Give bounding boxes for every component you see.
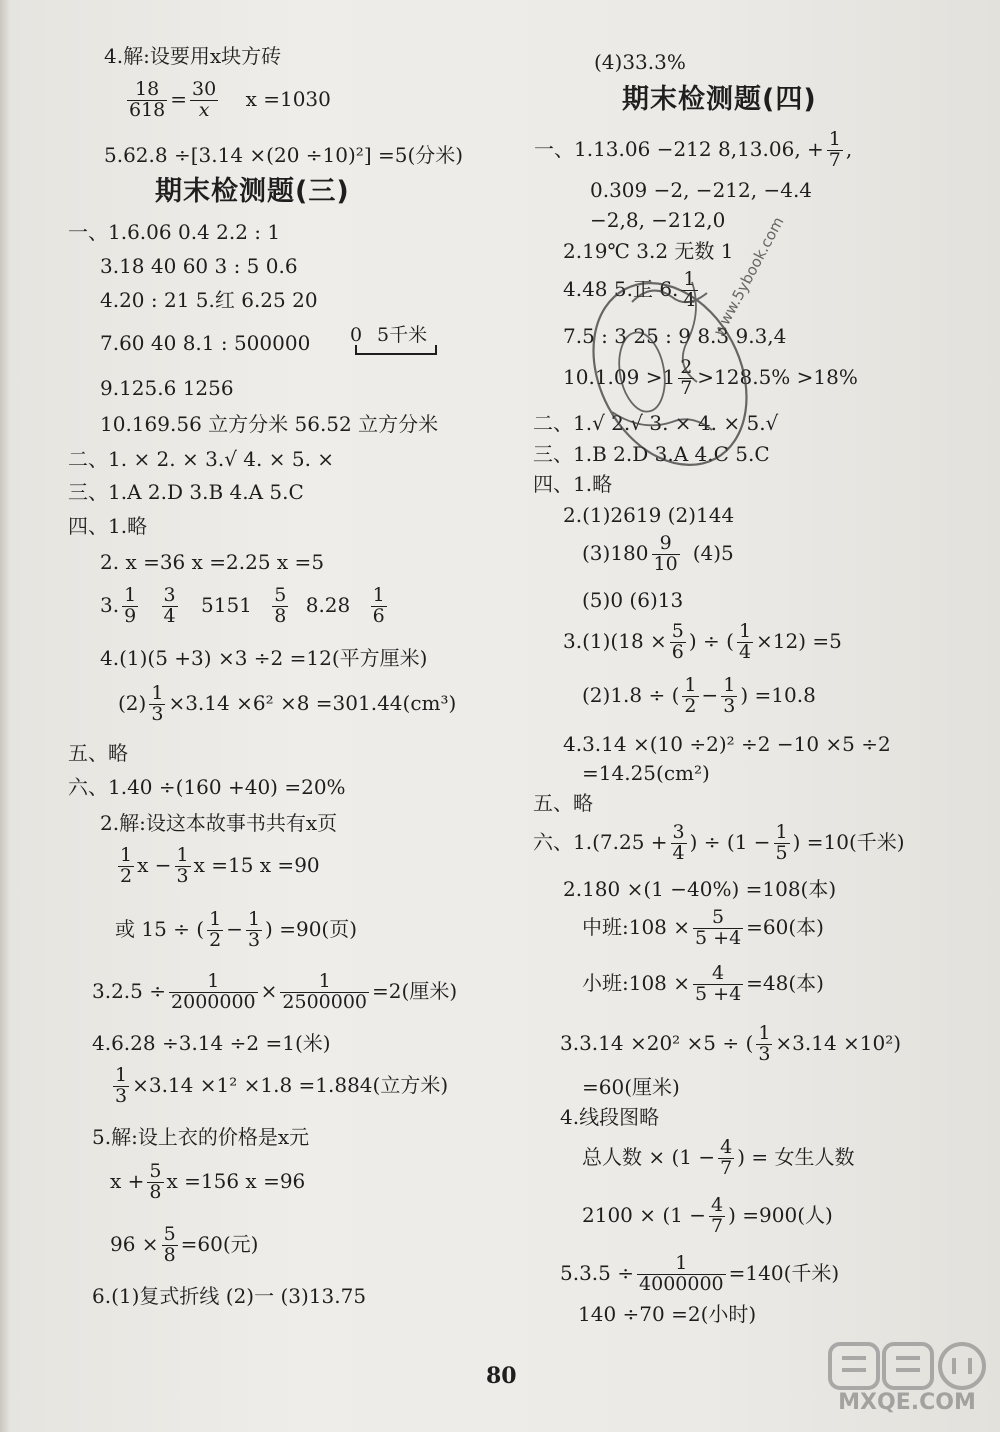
fraction: $\frac{1}{4}$: [738, 620, 752, 663]
fraction: $\frac{1}{2000000}$: [171, 970, 256, 1013]
right-part4-line8: =14.25(cm²): [582, 761, 710, 785]
fraction: $\frac{1}{3}$: [723, 674, 736, 717]
left-part6-line6: 4.6.28 ÷3.14 ÷2 =1(米): [92, 1031, 331, 1055]
left-part6-line5: 3.2.5 ÷ $\frac{1}{2000000}$ × $\frac{1}{2500000}$ =2(厘米): [92, 970, 458, 1013]
left-part5: 五、略: [68, 741, 128, 765]
left-q4-equation: $\frac{18}{618}$ = $\frac{30}{x}$ x =1030: [129, 78, 331, 121]
fraction: $\frac{5}{8}$: [163, 1223, 176, 1266]
left-part4-line5: (2) $\frac{1}{3}$ ×3.14 ×6² ×8 =301.44(cm³): [118, 682, 457, 725]
fraction: $\frac{1}{2}$: [209, 908, 222, 951]
right-part2-answers: 二、1.√ 2.√ 3. × 4. × 5.√: [533, 411, 779, 435]
right-part6-line5: 3.3.14 ×20² ×5 ÷ ( $\frac{1}{3}$ ×3.14 ×10²): [560, 1022, 902, 1065]
right-part4-line7: 4.3.14 ×(10 ÷2)² ÷2 −10 ×5 ÷2: [563, 732, 891, 756]
right-part4-line6: (2)1.8 ÷ ( $\frac{1}{2}$ − $\frac{1}{3}$ ) =10.8: [582, 674, 816, 717]
left-part6-line2: 2.解:设这本故事书共有x页: [100, 811, 338, 835]
right-part6-line2: 2.180 ×(1 −40%) =108(本): [563, 877, 837, 901]
right-part4-line1: 四、1.略: [533, 472, 613, 496]
right-part6-line9: 2100 × (1 − $\frac{4}{7}$ ) =900(人): [582, 1194, 833, 1237]
left-part4-line1: 四、1.略: [68, 514, 148, 538]
fraction: $\frac{30}{x}$: [192, 78, 217, 121]
page-number: 80: [486, 1363, 517, 1389]
fraction: $\frac{1}{6}$: [372, 584, 385, 627]
left-part6-line7: $\frac{1}{3}$ ×3.14 ×1² ×1.8 =1.884(立方米): [115, 1064, 449, 1107]
fraction: $\frac{4}{5 +4}$: [695, 962, 742, 1005]
right-part4-line3: (3)180 $\frac{9}{10}$ (4)5: [582, 532, 734, 575]
fraction: $\frac{1}{3}$: [758, 1022, 771, 1065]
right-part1-line2: 0.309 −2, −212, −4.4: [590, 178, 813, 202]
right-part1-line1: 一、1.13.06 −212 8,13.06, + $\frac{1}{7}$ ,: [534, 128, 853, 171]
right-part4-line4: (5)0 (6)13: [582, 588, 684, 612]
left-part6-line9: x + $\frac{5}{8}$ x =156 x =96: [110, 1160, 306, 1203]
left-q4-heading: 4.解:设要用x块方砖: [104, 44, 282, 68]
left-part1-line2: 3.18 40 60 3 : 5 0.6: [100, 254, 298, 278]
fraction: $\frac{5}{5 +4}$: [695, 906, 742, 949]
right-part6-line11: 140 ÷70 =2(小时): [578, 1302, 757, 1326]
left-part1-line6: 10.169.56 立方分米 56.52 立方分米: [100, 412, 439, 436]
right-part1-line4: 2.19℃ 3.2 无数 1: [563, 239, 734, 263]
left-part1-line1: 一、1.6.06 0.4 2.2 : 1: [68, 220, 281, 244]
fraction: $\frac{1}{2}$: [684, 674, 697, 717]
fraction: $\frac{3}{4}$: [672, 821, 685, 864]
left-part6-line1: 六、1.40 ÷(160 +40) =20%: [68, 775, 346, 799]
right-carryover-answer: (4)33.3%: [594, 50, 686, 74]
left-part3-answers: 三、1.A 2.D 3.B 4.A 5.C: [68, 480, 304, 504]
fraction: $\frac{4}{7}$: [720, 1136, 733, 1179]
section-title-exam-4: 期末检测题(四): [622, 84, 817, 115]
fraction: $\frac{1}{9}$: [124, 584, 137, 627]
right-part1-line6: 7.5 : 3 25 : 9 8.3 9.3,4: [563, 324, 787, 348]
svg-text:www.5ybook.com: www.5ybook.com: [709, 213, 788, 339]
watermark-text: MXQE.COM: [838, 1390, 976, 1415]
left-part1-line4: 7.60 40 8.1 : 500000: [100, 331, 311, 355]
right-part3-answers: 三、1.B 2.D 3.A 4.C 5.C: [533, 442, 770, 466]
fraction: $\frac{1}{7}$: [828, 128, 841, 171]
fraction: $\frac{5}{8}$: [149, 1160, 162, 1203]
right-part6-line10: 5.3.5 ÷ $\frac{1}{4000000}$ =140(千米): [560, 1252, 840, 1295]
right-part6-line7: 4.线段图略: [560, 1105, 660, 1129]
fraction: $\frac{1}{4000000}$: [639, 1252, 724, 1295]
right-part4-line5: 3.(1)(18 × $\frac{5}{6}$ ) ÷ ( $\frac{1}{4}$ ×12) =5: [563, 620, 842, 663]
right-part6-line6: =60(厘米): [582, 1075, 680, 1099]
watermark-logo: [822, 1338, 992, 1426]
fraction: $\frac{18}{618}$: [129, 78, 166, 121]
left-part2-answers: 二、1. × 2. × 3.√ 4. × 5. ×: [68, 447, 335, 471]
fraction: $\frac{1}{2500000}$: [282, 970, 368, 1013]
fraction: $\frac{1}{5}$: [775, 821, 788, 864]
left-part4-line2: 2. x =36 x =2.25 x =5: [100, 550, 325, 574]
fraction: $\frac{1}{3}$: [247, 908, 261, 951]
left-part6-line3: $\frac{1}{2}$ x − $\frac{1}{3}$ x =15 x =90: [120, 844, 320, 887]
fraction: $\frac{5}{6}$: [671, 620, 684, 663]
fraction: $\frac{1}{4}$: [683, 268, 696, 311]
left-part4-line4: 4.(1)(5 +3) ×3 ÷2 =12(平方厘米): [100, 646, 428, 670]
fraction: $\frac{1}{2}$: [120, 844, 133, 887]
right-part1-line7: 10.1.09 >1 $\frac{2}{7}$ >128.5% >18%: [563, 356, 858, 399]
left-part6-line11: 6.(1)复式折线 (2)一 (3)13.75: [92, 1284, 367, 1308]
right-part4-line2: 2.(1)2619 (2)144: [563, 503, 735, 527]
left-part6-line4: 或 15 ÷ ( $\frac{1}{2}$ − $\frac{1}{3}$ ) =90(页): [115, 908, 358, 951]
scale-zero-label: 0: [350, 324, 363, 346]
section-title-exam-3: 期末检测题(三): [155, 176, 350, 207]
left-part4-line3: 3. $\frac{1}{9}$ $\frac{3}{4}$ 5151 $\frac{5}{8}$ 8.28 $\frac{1}{6}$: [100, 584, 385, 627]
left-part6-line8: 5.解:设上衣的价格是x元: [92, 1125, 310, 1149]
scale-5km-label: 5千米: [377, 324, 428, 346]
fraction: $\frac{2}{7}$: [680, 356, 693, 399]
right-part6-line3: 中班:108 × $\frac{5}{5 +4}$ =60(本): [582, 906, 824, 949]
right-part1-line5: 4.48 5.正 6. $\frac{1}{4}$: [563, 268, 696, 311]
left-part1-line3: 4.20 : 21 5.红 6.25 20: [100, 288, 318, 312]
left-q5-answer: 5.62.8 ÷[3.14 ×(20 ÷10)²] =5(分米): [104, 143, 464, 167]
fraction: $\frac{3}{4}$: [163, 584, 176, 627]
left-part6-line10: 96 × $\frac{5}{8}$ =60(元): [110, 1223, 259, 1266]
right-part6-line8: 总人数 × (1 − $\frac{4}{7}$ ) = 女生人数: [582, 1136, 855, 1179]
fraction: $\frac{1}{3}$: [115, 1064, 128, 1107]
scale-bar: [355, 345, 437, 355]
fraction: $\frac{1}{3}$: [176, 844, 189, 887]
fraction: $\frac{1}{3}$: [151, 682, 164, 725]
right-part6-line1: 六、1.(7.25 + $\frac{3}{4}$ ) ÷ (1 − $\frac{1}{5}$ ) =10(千米): [533, 821, 905, 864]
page-spine-shadow: [0, 0, 10, 1432]
fraction: $\frac{5}{8}$: [274, 584, 287, 627]
fraction: $\frac{4}{7}$: [711, 1194, 724, 1237]
right-part5: 五、略: [533, 791, 593, 815]
right-part1-line3: −2,8, −212,0: [590, 208, 726, 232]
left-part1-line5: 9.125.6 1256: [100, 376, 234, 400]
fraction: $\frac{9}{10}$: [653, 532, 678, 575]
right-part6-line4: 小班:108 × $\frac{4}{5 +4}$ =48(本): [582, 962, 824, 1005]
